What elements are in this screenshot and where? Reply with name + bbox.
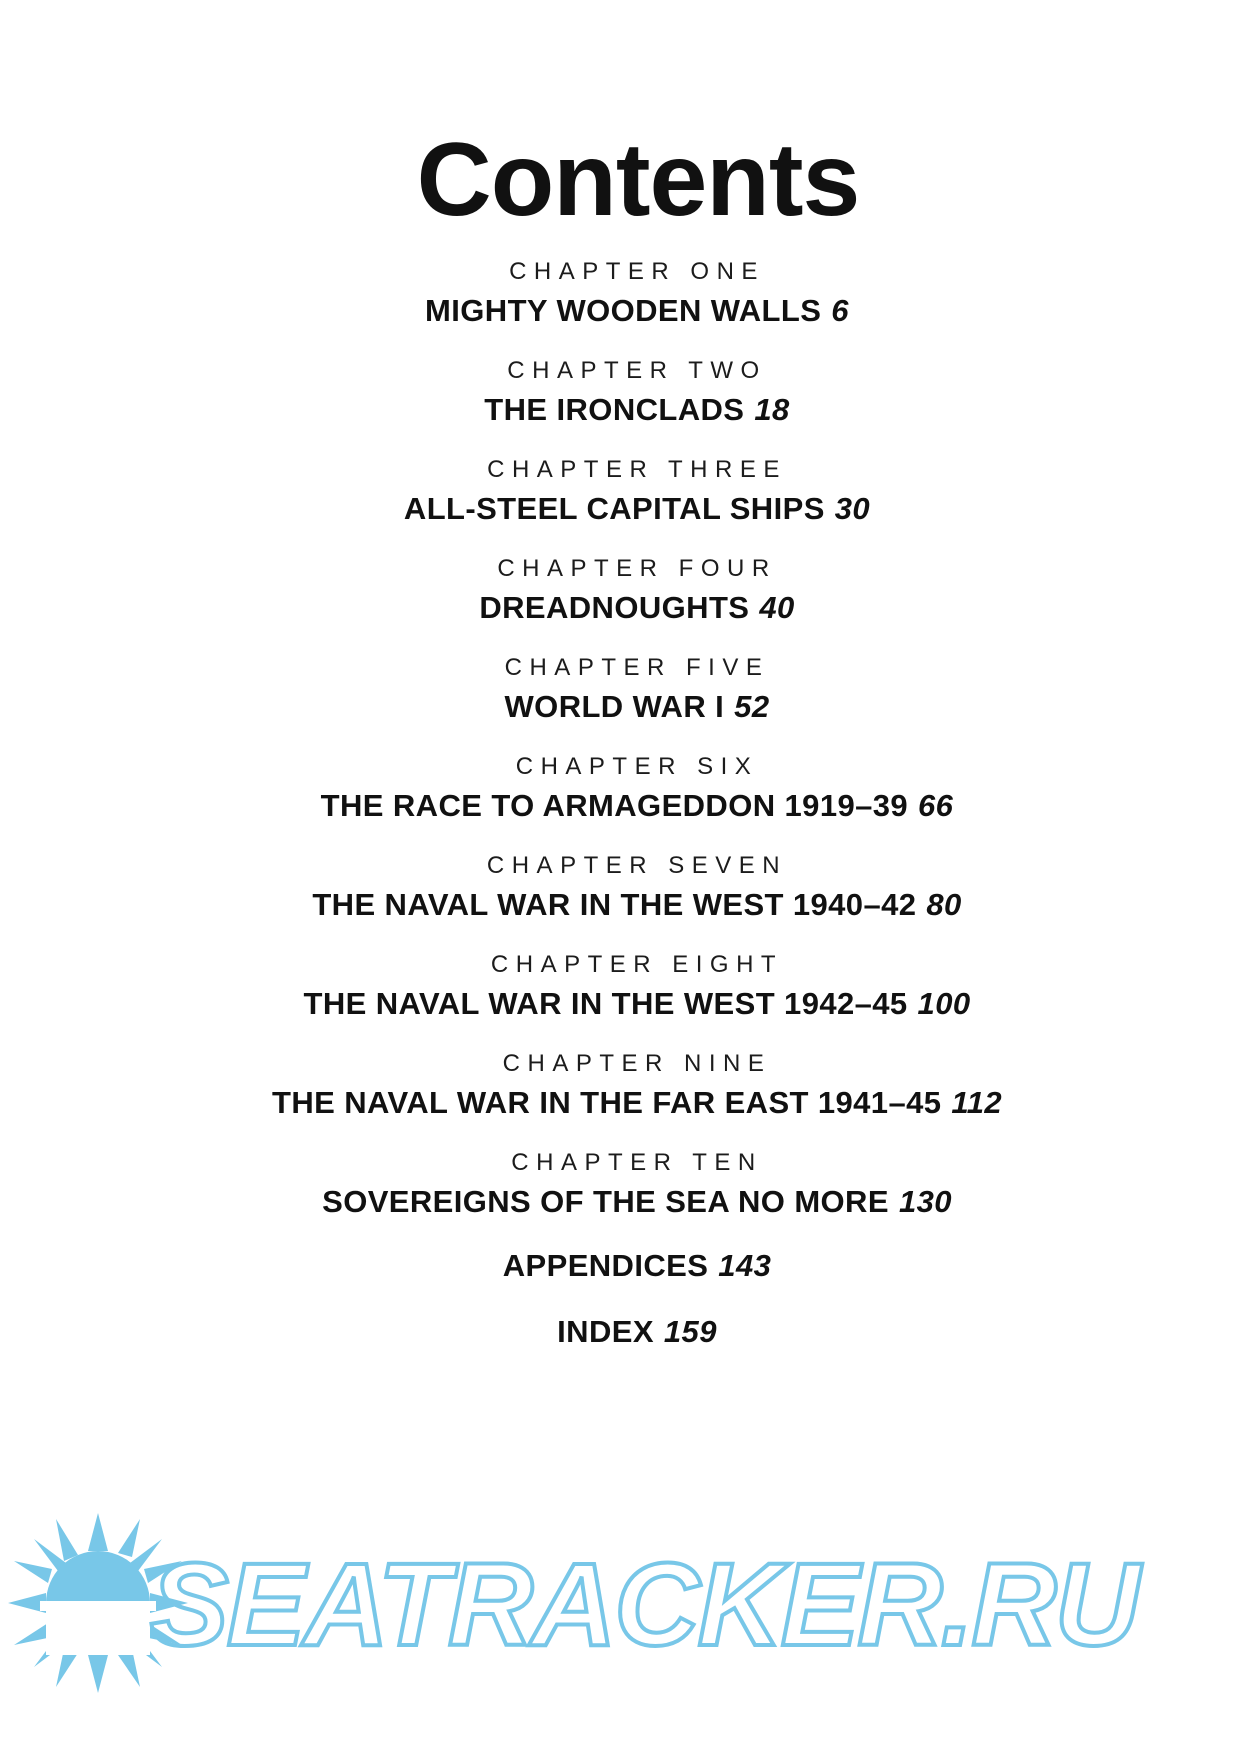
toc-entry[interactable] [18, 654, 1256, 725]
chapter-page-number: 6 [831, 293, 849, 328]
chapter-title: WORLD WAR I [504, 689, 725, 724]
chapter-line [18, 491, 1256, 527]
chapter-title: INDEX [557, 1314, 654, 1349]
chapter-label: CHAPTER TWO [507, 357, 767, 384]
chapter-label: CHAPTER NINE [502, 1050, 772, 1077]
chapter-line [18, 392, 1256, 428]
toc-entry-index[interactable] [18, 1314, 1256, 1350]
chapter-title: THE IRONCLADS [484, 392, 745, 427]
chapter-label: CHAPTER FOUR [497, 555, 777, 582]
toc-entry[interactable] [18, 456, 1256, 527]
toc-entry[interactable] [18, 951, 1256, 1022]
chapter-title: APPENDICES [502, 1248, 709, 1283]
chapter-label: CHAPTER SIX [515, 753, 759, 780]
chapter-page-number: 100 [917, 986, 971, 1021]
chapter-title: MIGHTY WOODEN WALLS [425, 293, 822, 328]
chapter-title: ALL-STEEL CAPITAL SHIPS [403, 491, 825, 526]
chapter-page-number: 112 [951, 1085, 1002, 1120]
toc-entry[interactable] [18, 1149, 1256, 1220]
sunburst-icon [8, 1513, 188, 1693]
chapter-title: THE NAVAL WAR IN THE WEST 1942–45 [303, 986, 908, 1021]
toc-entry[interactable] [18, 258, 1256, 329]
chapter-page-number: 30 [834, 491, 871, 526]
chapter-page-number: 143 [718, 1248, 772, 1283]
chapter-title: THE NAVAL WAR IN THE FAR EAST 1941–45 [271, 1085, 942, 1120]
chapter-label: CHAPTER EIGHT [490, 951, 784, 978]
chapter-page-number: 52 [734, 689, 770, 724]
toc-entry[interactable] [18, 555, 1256, 626]
chapter-title: SOVEREIGNS OF THE SEA NO MORE [322, 1184, 889, 1219]
chapter-title: THE RACE TO ARMAGEDDON 1919–39 [320, 788, 909, 823]
chapter-page-number: 130 [898, 1184, 952, 1219]
chapter-page-number: 40 [759, 590, 795, 625]
toc-entry-appendices[interactable] [18, 1248, 1256, 1284]
chapter-line [18, 689, 1256, 725]
chapter-line [18, 1085, 1256, 1121]
chapter-line [18, 590, 1256, 626]
toc-entry[interactable] [18, 357, 1256, 428]
toc-entry[interactable] [18, 753, 1256, 824]
toc-entry[interactable] [18, 1050, 1256, 1121]
toc-entry[interactable] [18, 852, 1256, 923]
chapter-title: THE NAVAL WAR IN THE WEST 1940–42 [312, 887, 917, 922]
watermark [0, 1423, 1256, 1753]
chapter-line [18, 986, 1256, 1022]
chapter-label: CHAPTER ONE [509, 258, 765, 285]
chapter-label: CHAPTER TEN [511, 1149, 763, 1176]
chapter-page-number: 18 [754, 392, 790, 427]
watermark-text: SEATRACKER.RU [150, 1539, 1138, 1671]
chapter-label: CHAPTER SEVEN [486, 852, 788, 879]
chapter-label: CHAPTER THREE [487, 456, 787, 483]
chapter-page-number: 66 [918, 788, 954, 823]
chapter-label: CHAPTER FIVE [504, 654, 770, 681]
chapter-line [18, 788, 1256, 824]
chapter-page-number: 159 [663, 1314, 717, 1349]
chapter-title: DREADNOUGHTS [479, 590, 750, 625]
chapter-page-number: 80 [926, 887, 962, 922]
table-of-contents [0, 258, 1256, 1380]
chapter-line [18, 1184, 1256, 1220]
chapter-line [18, 1248, 1256, 1284]
chapter-line [18, 1314, 1256, 1350]
chapter-line [18, 293, 1256, 329]
chapter-line [18, 887, 1256, 923]
page-title: Contents [416, 122, 860, 238]
